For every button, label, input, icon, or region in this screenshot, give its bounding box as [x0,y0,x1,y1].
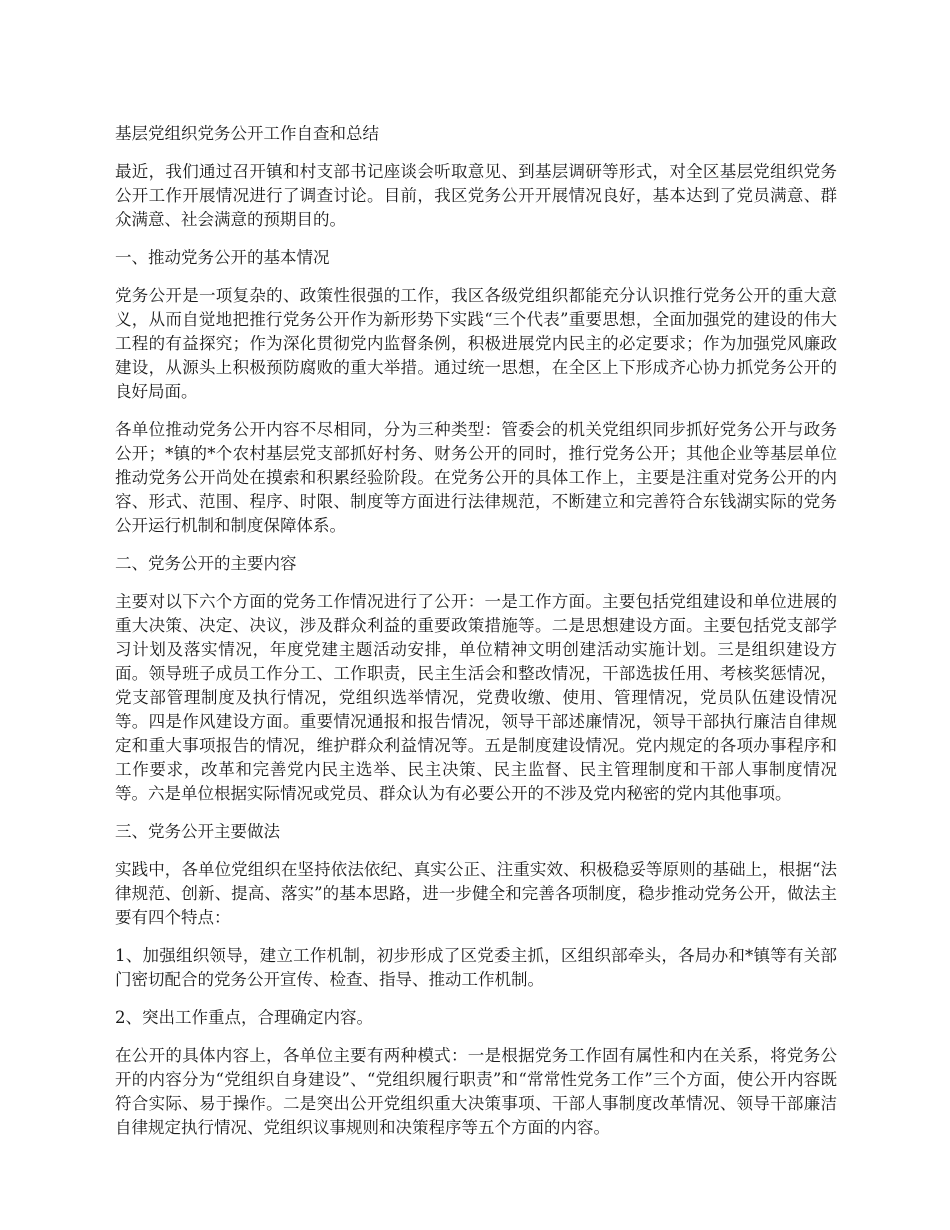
section-heading-1: 一、推动党务公开的基本情况 [115,248,330,267]
list-item: 1、加强组织领导，建立工作机制，初步形成了区党委主抓，区组织部牵头，各局办和*镇等有关部门密切配合的党务公开宣传、检查、指导、推动工作机制。 [115,946,837,989]
section-heading-2: 二、党务公开的主要内容 [115,554,297,573]
paragraph: 在公开的具体内容上，各单位主要有两种模式：一是根据党务工作固有属性和内在关系，将党务公开的内容分为“党组织自身建设”、“党组织履行职责”和“常常性党务工作”三个方面，使公开内容既符合实际、易于操作。二是突出公开党组织重大决策事项、干部人事制度改革情况、领导干部廉洁自律规定执行情况、党组织议事规则和决策程序等五个方面的内容。 [115,1046,837,1137]
list-item: 2、突出工作重点，合理确定内容。 [115,1008,373,1027]
paragraph: 主要对以下六个方面的党务工作情况进行了公开：一是工作方面。主要包括党组建设和单位进展的重大决策、决定、决议，涉及群众利益的重要政策措施等。二是思想建设方面。主要包括党支部学习计划及落实情况，年度党建主题活动安排，单位精神文明创建活动实施计划。三是组织建设方面。领导班子成员工作分工、工作职责，民主生活会和整改情况，干部选拔任用、考核奖惩情况，党支部管理制度及执行情况，党组织选举情况，党费收缴、使用、管理情况，党员队伍建设情况等。四是作风建设方面。重要情况通报和报告情况，领导干部述廉情况，领导干部执行廉洁自律规定和重大事项报告的情况，维护群众利益情况等。五是制度建设情况。党内规定的各项办事程序和工作要求，改革和完善党内民主选举、民主决策、民主监督、民主管理制度和干部人事制度情况等。六是单位根据实际情况或党员、群众认为有必要公开的不涉及党内秘密的党内其他事项。 [115,592,837,803]
section-heading-3: 三、党务公开主要做法 [115,822,280,841]
document-title: 基层党组织党务公开工作自查和总结 [115,124,379,143]
paragraph: 实践中，各单位党组织在坚持依法依纪、真实公正、注重实效、积极稳妥等原则的基础上，根据“法律规范、创新、提高、落实”的基本思路，进一步健全和完善各项制度，稳步推动党务公开，做法主要有四个特点： [115,860,837,927]
paragraph-intro: 最近，我们通过召开镇和村支部书记座谈会听取意见、到基层调研等形式，对全区基层党组织党务公开工作开展情况进行了调查讨论。目前，我区党务公开开展情况良好，基本达到了党员满意、群众满意、社会满意的预期目的。 [115,162,837,229]
paragraph: 党务公开是一项复杂的、政策性很强的工作，我区各级党组织都能充分认识推行党务公开的重大意义，从而自觉地把推行党务公开作为新形势下实践“三个代表”重要思想，全面加强党的建设的伟大工程的有益探究；作为深化贯彻党内监督条例，积极进展党内民主的必定要求；作为加强党风廉政建设，从源头上积极预防腐败的重大举措。通过统一思想，在全区上下形成齐心协力抓党务公开的良好局面。 [115,286,837,401]
paragraph: 各单位推动党务公开内容不尽相同，分为三种类型：管委会的机关党组织同步抓好党务公开与政务公开；*镇的*个农村基层党支部抓好村务、财务公开的同时，推行党务公开；其他企业等基层单位推动党务公开尚处在摸索和积累经验阶段。在党务公开的具体工作上，主要是注重对党务公开的内容、形式、范围、程序、时限、制度等方面进行法律规范，不断建立和完善符合东钱湖实际的党务公开运行机制和制度保障体系。 [115,420,837,535]
